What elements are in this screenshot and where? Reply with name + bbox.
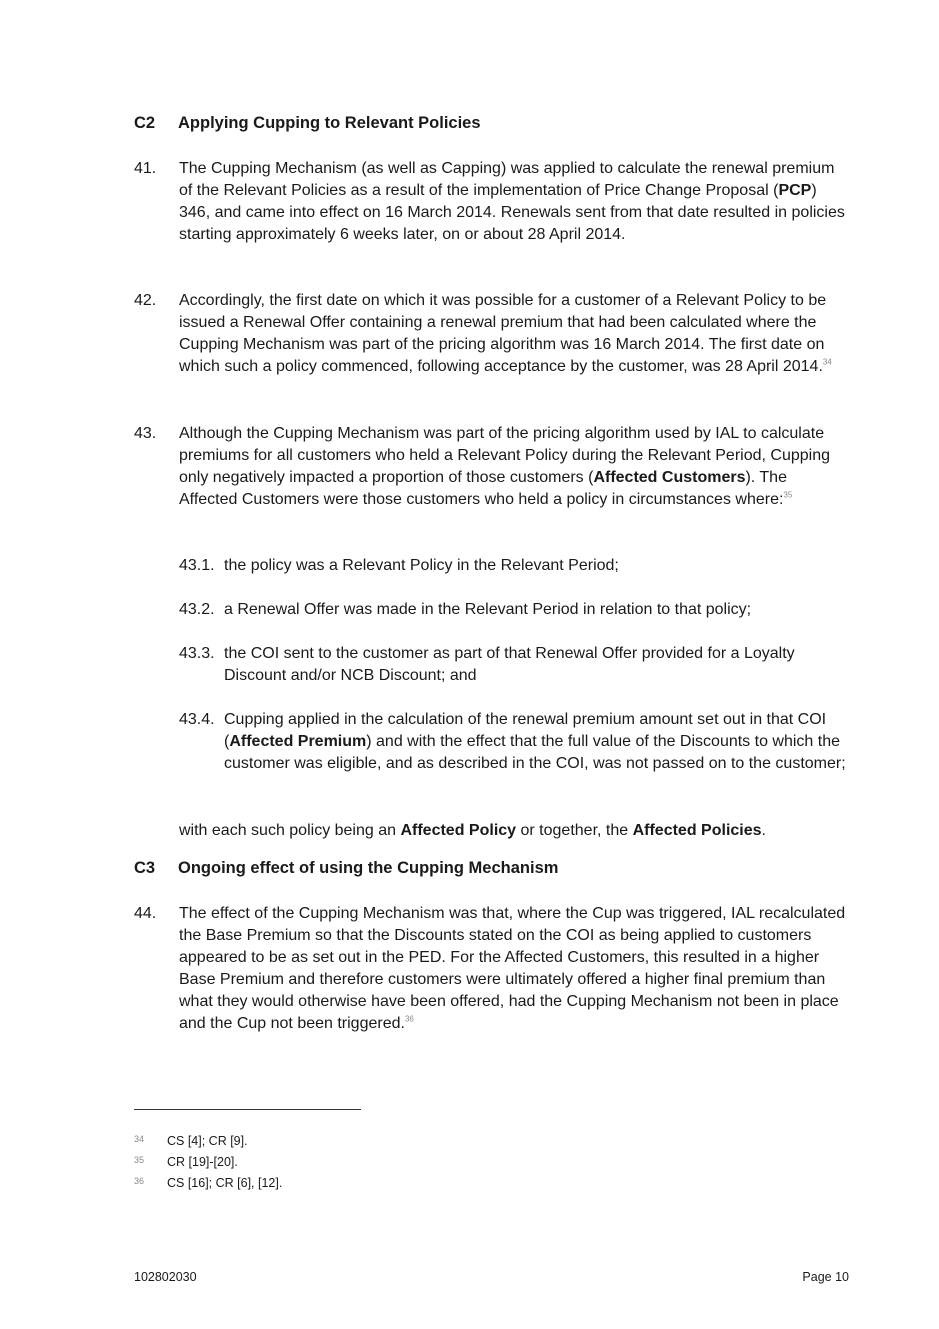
section-heading-c3	[134, 859, 558, 878]
footnote-34	[134, 1134, 248, 1148]
text-run: Cupping applied in the calculation of the renewal premium amount set out in that COI (	[224, 711, 827, 750]
text-run: The effect of the Cupping Mechanism was that, where the Cup was triggered, IAL recalculated the Base Premium so that the Discounts stated on the COI as being applied to customers appeared to be as set out in the PED. For the Affected Customers, this resulted in a higher Base Premium and therefore customers were ultimately offered a higher final premium than what they would otherwise have been offered, had the Cupping Mechanism not been in place and the Cup not been triggered.	[179, 905, 846, 1032]
text-run: .	[761, 822, 766, 839]
paragraph-42	[134, 290, 846, 378]
paragraph-44	[134, 903, 846, 1035]
text-run: with each such policy being an	[179, 822, 401, 839]
defined-term: PCP	[778, 182, 812, 199]
subparagraph-text: the COI sent to the customer as part of that Renewal Offer provided for a Loyalty Discount and/or NCB Discount; and	[224, 645, 795, 684]
section-title: Ongoing effect of using the Cupping Mechanism	[178, 859, 559, 877]
footnote-number: 36	[134, 1176, 145, 1186]
section-number: C2	[134, 114, 156, 132]
text-run: ). The Affected Customers were those customers who held a policy in circumstances where:	[179, 469, 787, 508]
subparagraph-43-4	[179, 709, 849, 775]
defined-term: Affected Premium	[229, 733, 367, 750]
defined-term: Affected Customers	[593, 469, 746, 486]
paragraph-43	[134, 423, 846, 511]
defined-term: Affected Policies	[632, 822, 762, 839]
paragraph-text	[179, 903, 846, 1035]
section-title: Applying Cupping to Relevant Policies	[178, 114, 481, 132]
text-run: ) and with the effect that the full value of the Discounts to which the customer was eligible, and as described in the COI, was not passed on to the customer;	[224, 733, 846, 772]
text-run: or together, the	[516, 822, 633, 839]
subparagraph-number: 43.4.	[179, 711, 215, 728]
paragraph-text	[179, 423, 846, 511]
footnote-text: CS [16]; CR [6], [12].	[167, 1176, 283, 1190]
paragraph-number: 41.	[134, 160, 157, 177]
paragraph-41	[134, 158, 846, 246]
footnote-number: 35	[134, 1155, 145, 1165]
footnote-ref[interactable]: 36	[404, 1014, 414, 1024]
footnote-separator	[134, 1109, 361, 1110]
footnote-text: CS [4]; CR [9].	[167, 1134, 248, 1148]
footnote-text: CR [19]-[20].	[167, 1155, 238, 1169]
subparagraph-text	[224, 709, 849, 775]
section-number: C3	[134, 859, 156, 877]
subparagraph-43-1	[179, 555, 849, 577]
subparagraph-43-2	[179, 599, 849, 621]
section-heading-c2	[134, 114, 481, 133]
text-run: Although the Cupping Mechanism was part of the pricing algorithm used by IAL to calculate premiums for all customers who held a Relevant Policy during the Relevant Period, Cupping only negatively impacted a proportion of those customers (	[179, 425, 830, 486]
paragraph-number: 43.	[134, 425, 157, 442]
footnote-ref[interactable]: 34	[822, 357, 832, 367]
subparagraph-number: 43.2.	[179, 601, 215, 618]
footer-page-number: Page 10	[802, 1270, 849, 1284]
text-run: The Cupping Mechanism (as well as Capping) was applied to calculate the renewal premium of the Relevant Policies as a result of the implementation of Price Change Proposal (	[179, 160, 835, 199]
text-run: ) 346, and came into effect on 16 March 2014. Renewals sent from that date resulted in policies starting approximately 6 weeks later, on or about 28 April 2014.	[179, 182, 845, 243]
defined-term: Affected Policy	[400, 822, 517, 839]
footer-document-id: 102802030	[134, 1270, 197, 1284]
footnote-36	[134, 1176, 282, 1190]
footnote-35	[134, 1155, 238, 1169]
paragraph-text	[179, 290, 846, 378]
paragraph-43-tail	[179, 820, 766, 842]
footnote-number: 34	[134, 1134, 145, 1144]
paragraph-text	[179, 158, 846, 246]
paragraph-number: 42.	[134, 292, 157, 309]
text-run: Accordingly, the first date on which it was possible for a customer of a Relevant Policy to be issued a Renewal Offer containing a renewal premium that had been calculated where the Cupping Mechanism was part of the pricing algorithm was 16 March 2014. The first date on which such a policy commenced, following acceptance by the customer, was 28 April 2014.	[179, 292, 827, 375]
subparagraph-text: a Renewal Offer was made in the Relevant Period in relation to that policy;	[224, 601, 752, 618]
subparagraph-number: 43.1.	[179, 557, 215, 574]
subparagraph-43-3	[179, 643, 849, 687]
subparagraph-number: 43.3.	[179, 645, 215, 662]
subparagraph-text: the policy was a Relevant Policy in the Relevant Period;	[224, 557, 619, 574]
paragraph-number: 44.	[134, 905, 157, 922]
footnote-ref[interactable]: 35	[783, 490, 793, 500]
